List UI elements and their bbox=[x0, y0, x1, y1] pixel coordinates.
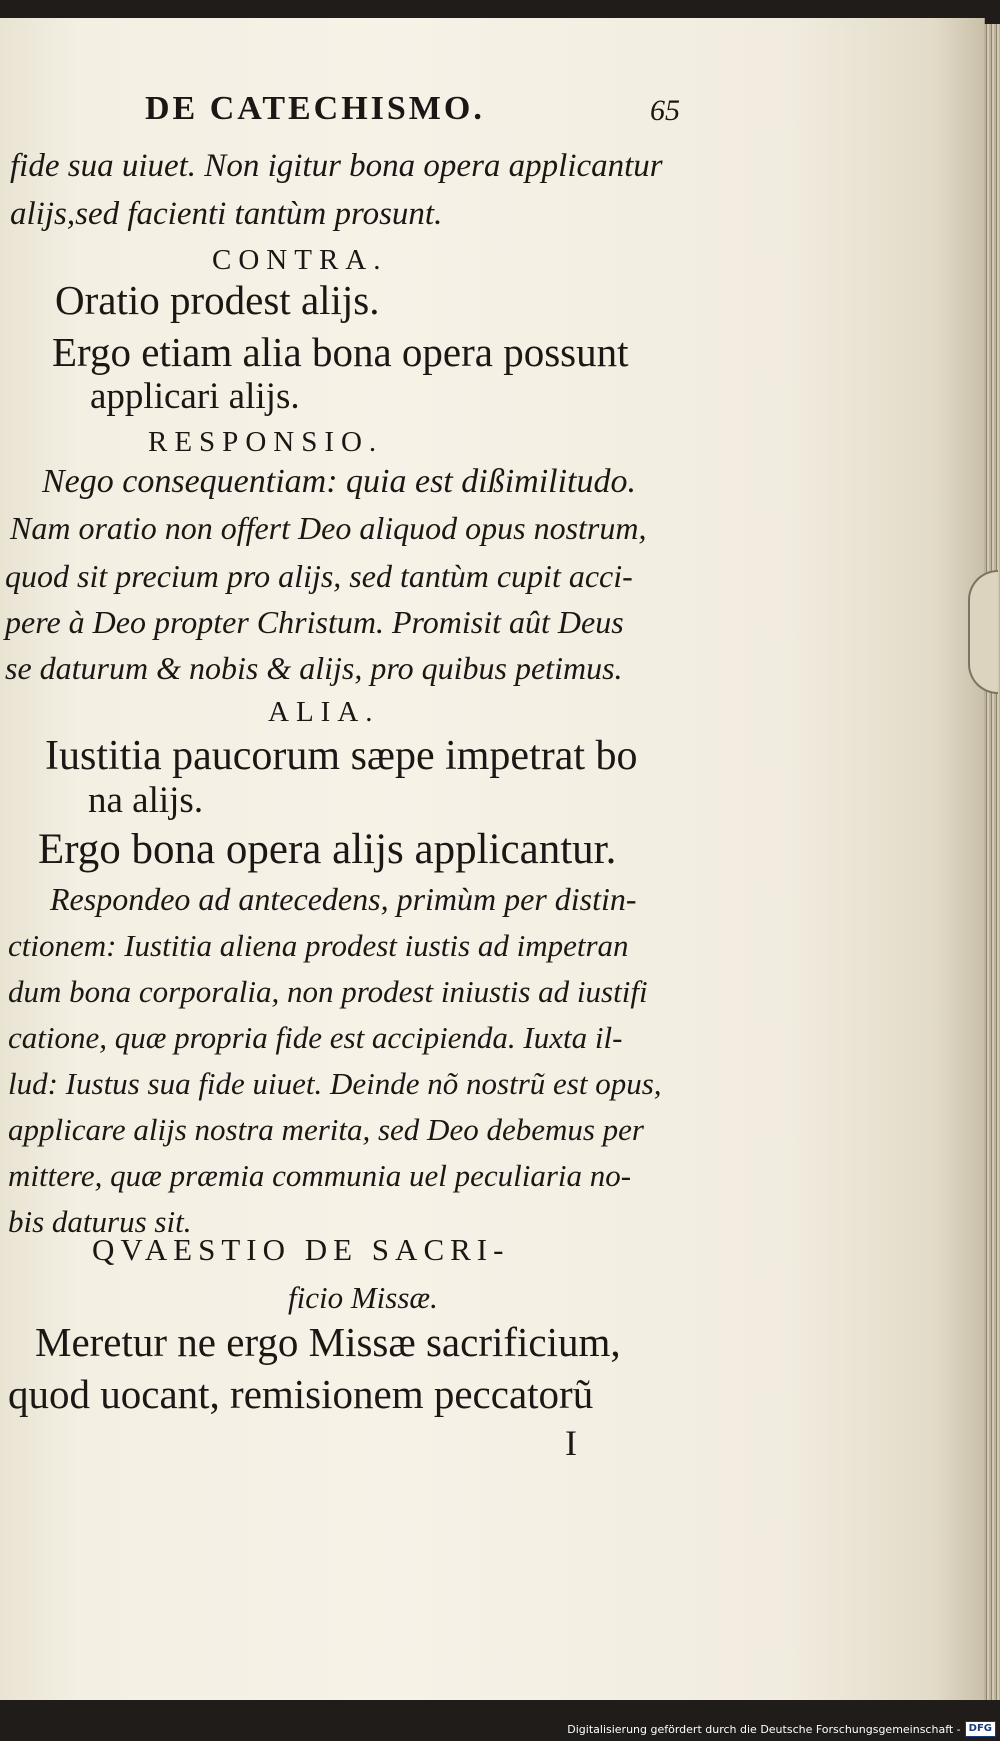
text-line: Iustitia paucorum sæpe impetrat bo bbox=[45, 733, 638, 779]
section-heading: RESPONSIO. bbox=[148, 426, 384, 458]
text-line: Ergo etiam alia bona opera possunt bbox=[52, 329, 629, 375]
text-line: ficio Missæ. bbox=[288, 1280, 438, 1315]
digitization-credit bbox=[567, 1721, 996, 1737]
page-edges bbox=[984, 24, 1000, 1700]
text-line: applicare alijs nostra merita, sed Deo debemus per bbox=[8, 1112, 644, 1147]
section-heading: ALIA. bbox=[268, 696, 380, 728]
dfg-logo: DFG bbox=[965, 1721, 996, 1737]
page-number: 65 bbox=[650, 94, 680, 127]
text-line: quod uocant, remisionem peccatorũ bbox=[8, 1371, 594, 1417]
text-line: dum bona corporalia, non prodest iniustis ad iustifi bbox=[8, 974, 648, 1009]
text-line: Meretur ne ergo Missæ sacrificium, bbox=[35, 1319, 621, 1365]
text-line: se daturum & nobis & alijs, pro quibus petimus. bbox=[5, 650, 623, 686]
text-line: Ergo bona opera alijs applicantur. bbox=[38, 826, 617, 873]
section-heading: QVAESTIO DE SACRI- bbox=[92, 1232, 510, 1267]
text-line: Nam oratio non offert Deo aliquod opus nostrum, bbox=[10, 510, 647, 546]
running-head: DE CATECHISMO. bbox=[145, 90, 485, 127]
text-line: alijs,sed facienti tantùm prosunt. bbox=[10, 196, 443, 232]
text-line: quod sit precium pro alijs, sed tantùm cupit acci- bbox=[5, 558, 633, 594]
text-line: lud: Iustus sua fide uiuet. Deinde nõ nostrũ est opus, bbox=[8, 1066, 662, 1101]
text-line: Oratio prodest alijs. bbox=[55, 277, 380, 323]
text-line: Respondeo ad antecedens, primùm per distin- bbox=[50, 881, 637, 917]
section-heading: CONTRA. bbox=[212, 244, 388, 276]
text-line: applicari alijs. bbox=[90, 376, 300, 417]
signature-mark: I bbox=[565, 1423, 577, 1463]
text-line: mittere, quæ præmia communia uel peculiaria no- bbox=[8, 1158, 632, 1193]
text-line: pere à Deo propter Christum. Promisit aût Deus bbox=[5, 604, 624, 640]
credit-text: Digitalisierung gefördert durch die Deutsche Forschungsgemeinschaft - bbox=[567, 1722, 961, 1736]
text-line: bis daturus sit. bbox=[8, 1204, 192, 1239]
text-line: fide sua uiuet. Non igitur bona opera applicantur bbox=[10, 148, 663, 184]
text-line: Nego consequentiam: quia est dißimilitudo. bbox=[42, 463, 636, 500]
text-line: ctionem: Iustitia aliena prodest iustis ad impetran bbox=[8, 928, 629, 963]
text-line: na alijs. bbox=[88, 780, 204, 821]
text-line: catione, quæ propria fide est accipienda. Iuxta il- bbox=[8, 1020, 623, 1055]
